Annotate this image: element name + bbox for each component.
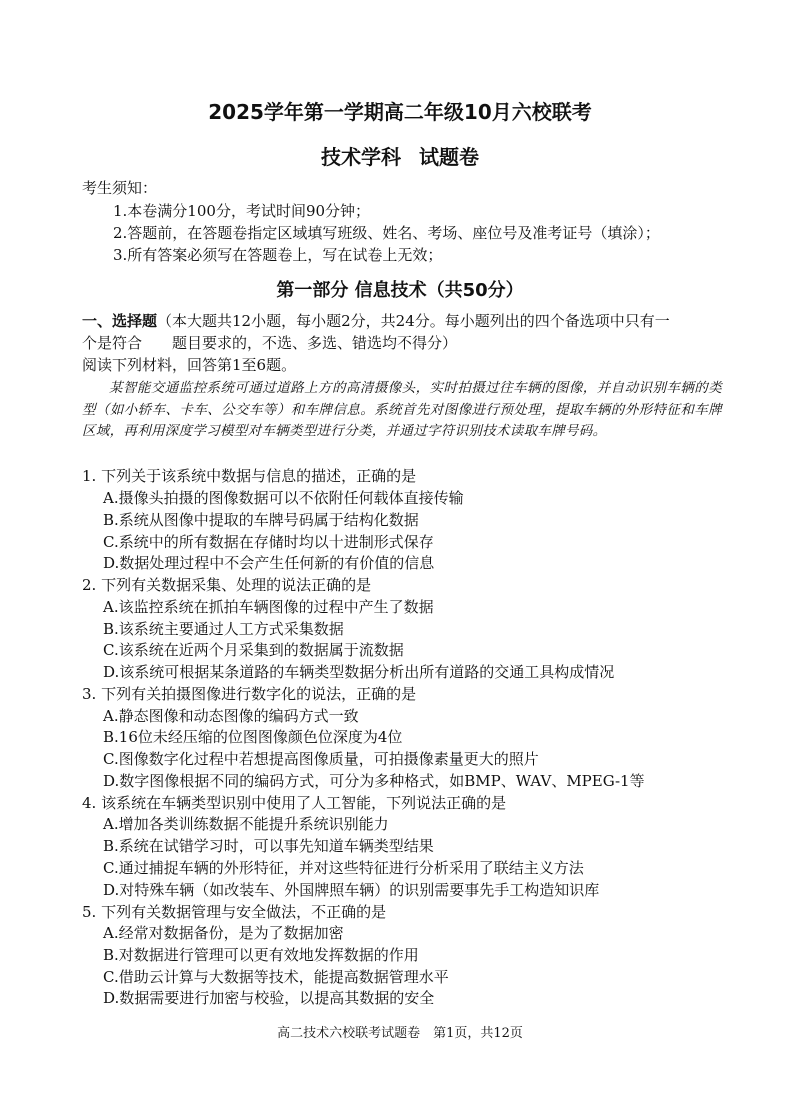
question-4: 4. 该系统在车辆类型识别中使用了人工智能，下列说法正确的是 [82, 794, 507, 812]
option-4c: C.通过捕捉车辆的外形特征，并对这些特征进行分析采用了联结主义方法 [103, 859, 584, 877]
notice-heading: 考生须知： [82, 179, 158, 197]
option-5a: A.经常对数据备份，是为了数据加密 [103, 924, 344, 942]
option-2a: A.该监控系统在抓拍车辆图像的过程中产生了数据 [103, 598, 434, 616]
part-label: 一、选择题 [82, 312, 158, 330]
reading-passage: 某智能交通监控系统可通过道路上方的高清摄像头，实时拍摄过往车辆的图像，并自动识别车辆的类型（如小轿车、卡车、公交车等）和车牌信息。系统首先对图像进行预处理，提取车辆的外形特征和车牌区域，再利用深度学习模型对车辆类型进行分类，并通过字符识别技术读取车牌号码。 [82, 380, 722, 439]
option-3c: C.图像数字化过程中若想提高图像质量，可拍摄像素量更大的照片 [103, 750, 539, 768]
notice-item: 1.本卷满分100分，考试时间90分钟； [113, 202, 371, 220]
paper-label: 试题卷 [419, 145, 479, 169]
option-4b: B.系统在试错学习时，可以事先知道车辆类型结果 [103, 837, 434, 855]
option-2d: D.该系统可根据某条道路的车辆类型数据分析出所有道路的交通工具构成情况 [103, 663, 615, 681]
question-5: 5. 下列有关数据管理与安全做法，不正确的是 [82, 903, 387, 921]
part-description: （本大题共12小题，每小题2分，共24分。每小题列出的四个备选项中只有一 [157, 312, 670, 330]
option-3d: D.数字图像根据不同的编码方式，可分为多种格式，如BMP、WAV、MPEG-1等 [103, 772, 645, 790]
page-footer: 高二技术六校联考试题卷 第1页，共12页 [277, 1026, 523, 1041]
option-4d: D.对特殊车辆（如改装车、外国牌照车辆）的识别需要事先手工构造知识库 [103, 881, 600, 899]
exam-title: 2025学年第一学期高二年级10月六校联考 [208, 100, 592, 124]
option-5b: B.对数据进行管理可以更有效地发挥数据的作用 [103, 946, 419, 964]
section-title: 第一部分 信息技术（共50分） [276, 280, 524, 301]
option-3b: B.16位未经压缩的位图图像颜色位深度为4位 [103, 728, 403, 746]
part-intro [82, 311, 670, 331]
notice-item: 3.所有答案必须写在答题卷上，写在试卷上无效； [113, 246, 443, 264]
option-4a: A.增加各类训练数据不能提升系统识别能力 [103, 815, 389, 833]
question-2: 2. 下列有关数据采集、处理的说法正确的是 [82, 576, 372, 594]
option-5c: C.借助云计算与大数据等技术，能提高数据管理水平 [103, 968, 449, 986]
option-1b: B.系统从图像中提取的车牌号码属于结构化数据 [103, 511, 419, 529]
option-1c: C.系统中的所有数据在存储时均以十进制形式保存 [103, 533, 434, 551]
subject-label: 技术学科 [321, 145, 401, 169]
option-2b: B.该系统主要通过人工方式采集数据 [103, 620, 344, 638]
reading-instruction: 阅读下列材料，回答第1至6题。 [82, 356, 297, 374]
notice-item: 2.答题前，在答题卷指定区域填写班级、姓名、考场、座位号及准考证号（填涂）； [113, 224, 660, 242]
part-description-cont: 个是符合 题目要求的，不选、多选、错选均不得分） [82, 334, 458, 352]
exam-subtitle [0, 141, 800, 170]
option-1a: A.摄像头拍摄的图像数据可以不依附任何载体直接传输 [103, 489, 464, 507]
option-2c: C.该系统在近两个月采集到的数据属于流数据 [103, 641, 404, 659]
question-3: 3. 下列有关拍摄图像进行数字化的说法，正确的是 [82, 685, 417, 703]
option-3a: A.静态图像和动态图像的编码方式一致 [103, 707, 359, 725]
option-5d: D.数据需要进行加密与校验，以提高其数据的安全 [103, 989, 435, 1007]
option-1d: D.数据处理过程中不会产生任何新的有价值的信息 [103, 554, 435, 572]
question-1: 1. 下列关于该系统中数据与信息的描述，正确的是 [82, 467, 417, 485]
